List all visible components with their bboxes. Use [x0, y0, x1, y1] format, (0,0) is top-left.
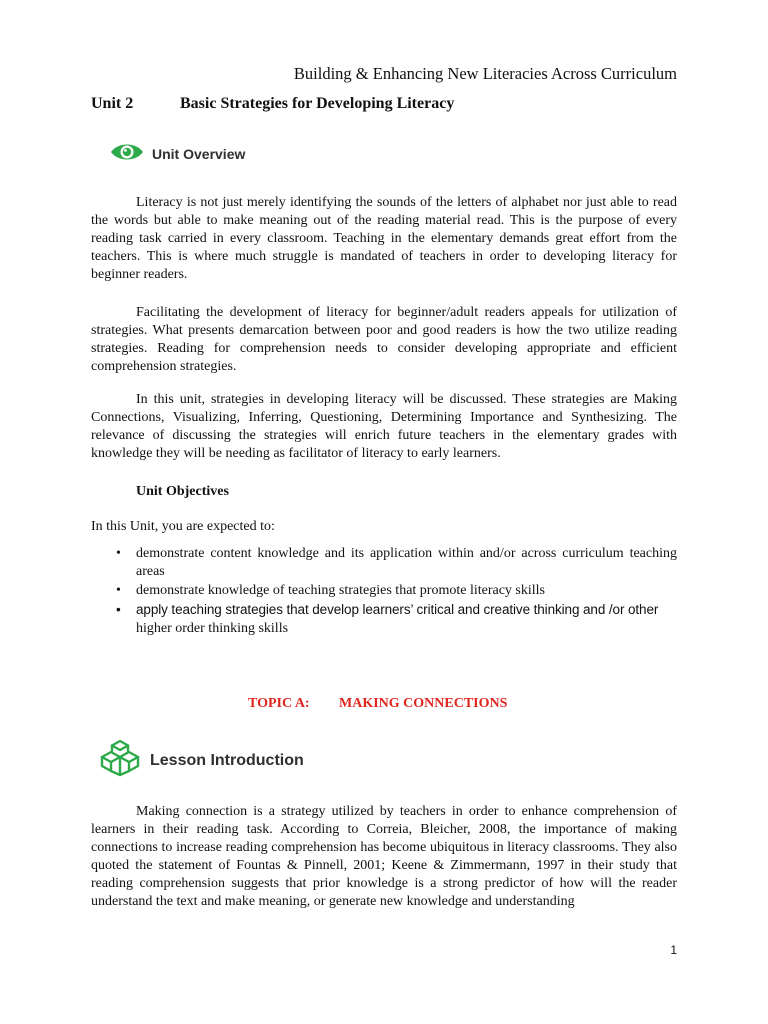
objective-text: demonstrate content knowledge and its application within and/or across curriculum teaching areas: [136, 546, 677, 579]
unit-overview-label: [110, 142, 245, 165]
paragraph-text: In this unit, strategies in developing literacy will be discussed. These strategies are Making Connections, Visualizing, Inferring, Questioning, Determining Importance and Synthesizing. The relevance of discussing the strategies will enrich future teachers in the elementary grades with knowledge they will be needing as facilitator of literacy to early learners.: [91, 392, 677, 461]
overview-paragraph-3: [91, 391, 677, 463]
unit-overview-text: Unit Overview: [152, 145, 246, 162]
running-header: Building & Enhancing New Literacies Across Curriculum: [293, 64, 677, 83]
list-item: [91, 545, 677, 581]
paragraph-text: Literacy is not just merely identifying the sounds of the letters of alphabet nor just able to read the words but able to make meaning out of the reading material read. This is the purpose of every reading task carried in every classroom. Teaching in the elementary demands great effort from the teachers. This is where much struggle is mandated of teachers in order to developing literacy for beginner readers.: [91, 195, 677, 282]
bullet: •: [116, 546, 121, 561]
lesson-introduction-label: [100, 739, 304, 782]
topic-heading: [248, 696, 507, 712]
paragraph-text: Facilitating the development of literacy for beginner/adult readers appeals for utilization of strategies. What presents demarcation between poor and good readers is how the two utilize reading strategies. Reading for comprehension needs to consider developing appropriate and efficient comprehension strategies.: [91, 305, 677, 374]
objective-text-continued: higher order thinking skills: [136, 621, 289, 636]
objectives-intro: In this Unit, you are expected to:: [91, 519, 275, 534]
topic-title: MAKING CONNECTIONS: [339, 696, 508, 711]
list-item: [91, 582, 677, 600]
topic-label: TOPIC A:: [248, 696, 310, 711]
list-item: [91, 601, 677, 638]
paragraph-text: Making connection is a strategy utilized by teachers in order to enhance comprehension of learners in their reading task. According to Correia, Bleicher, 2008, the importance of making connections to increase reading comprehension has become ubiquitous in literacy classrooms. They also quoted the statement of Fountas & Pinnell, 2001; Keene & Zimmermann, 1997 in their study that reading comprehension suggests that prior knowledge is a strong predictor of how will the reader understand the text and make meaning, or generate new knowledge and understanding: [91, 804, 677, 909]
bullet: •: [116, 602, 121, 617]
objectives-list: [91, 545, 677, 639]
lesson-paragraph: [91, 803, 677, 911]
unit-name: Basic Strategies for Developing Literacy: [180, 95, 455, 112]
cube-icon: [100, 739, 150, 782]
unit-number: Unit 2: [91, 95, 134, 112]
objective-text: apply teaching strategies that develop learners’ critical and creative thinking and /or other: [136, 602, 659, 617]
objectives-heading: Unit Objectives: [136, 484, 229, 499]
page-number: 1: [670, 943, 677, 957]
lesson-introduction-text: Lesson Introduction: [150, 751, 304, 769]
overview-paragraph-2: [91, 304, 677, 376]
unit-title: [91, 94, 454, 114]
eye-icon: [110, 142, 152, 165]
objective-text: demonstrate knowledge of teaching strategies that promote literacy skills: [136, 583, 545, 598]
bullet: •: [116, 583, 121, 598]
overview-paragraph-1: [91, 194, 677, 284]
